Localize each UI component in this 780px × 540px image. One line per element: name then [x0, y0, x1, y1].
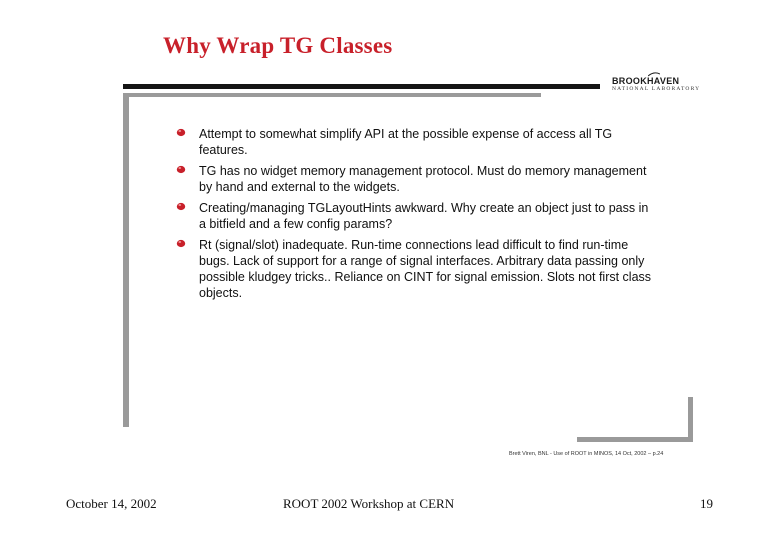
slide-credit: Brett Viren, BNL - Use of ROOT in MINOS, 14 Oct, 2002 – p.24	[509, 451, 664, 457]
slide-title: Why Wrap TG Classes	[163, 33, 393, 58]
bullet-text: Attempt to somewhat simplify API at the possible expense of access all TG features.	[199, 127, 613, 157]
page-number: 19	[700, 496, 713, 511]
red-ball-bullet-icon	[176, 238, 186, 248]
frame-left-bar	[123, 93, 129, 427]
red-ball-bullet-icon	[176, 127, 186, 137]
frame-right-bar	[688, 397, 693, 441]
red-ball-bullet-icon	[176, 164, 186, 174]
list-item	[176, 163, 656, 195]
logo-name: BROOKHAVEN	[612, 76, 680, 86]
bullet-text: Rt (signal/slot) inadequate. Run-time connections lead difficult to find run-time bugs. Lack of support for a range of signal interfaces. Arbitrary data passing only possible kludgey tricks.. Reliance on CINT for signal emission. Slots not first class objects.	[199, 238, 652, 300]
logo-subtitle: NATIONAL LABORATORY	[612, 86, 701, 92]
bullet-list	[176, 126, 656, 306]
frame-top-bar	[123, 84, 600, 89]
list-item	[176, 200, 656, 232]
list-item	[176, 126, 656, 158]
brookhaven-logo	[612, 76, 701, 94]
red-ball-bullet-icon	[176, 201, 186, 211]
list-item	[176, 237, 656, 301]
footer-date: October 14, 2002	[66, 496, 157, 511]
bullet-text: TG has no widget memory management protocol. Must do memory management by hand and external to the widgets.	[199, 164, 647, 194]
frame-top-shadow-bar	[123, 93, 541, 97]
logo-swoosh-icon	[648, 72, 660, 77]
bullet-text: Creating/managing TGLayoutHints awkward. Why create an object just to pass in a bitfield and a few config params?	[199, 201, 649, 231]
frame-bottom-bar	[577, 437, 693, 442]
footer-event: ROOT 2002 Workshop at CERN	[283, 496, 455, 511]
